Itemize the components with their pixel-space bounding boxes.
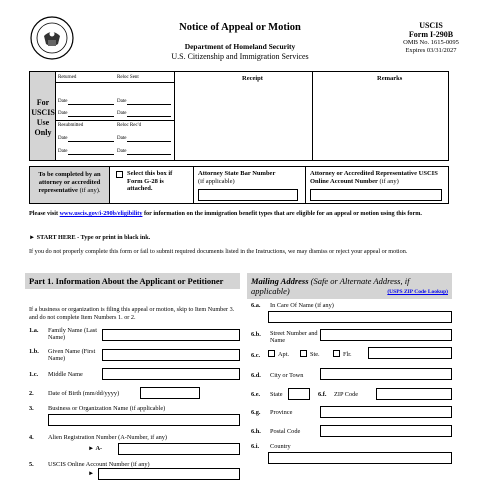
- country-input[interactable]: [268, 452, 452, 464]
- street-label: Street Number and Name: [270, 330, 318, 344]
- given-name-input[interactable]: [102, 349, 240, 361]
- g28-checkbox-label: Select this box if Form G-28 is attached.: [127, 170, 173, 192]
- expiration-date: Expires 03/31/2027: [405, 47, 457, 54]
- omb-number: OMB No. 1615-0095: [403, 39, 459, 46]
- g28-checkbox[interactable]: [116, 171, 123, 178]
- start-here-note: ► START HERE - Type or print in black ink.: [29, 234, 151, 241]
- arrow-icon: ►: [88, 470, 95, 477]
- eligibility-link[interactable]: www.uscis.gov/i-290b/eligibility: [59, 210, 143, 217]
- agency-name: U.S. Citizenship and Immigration Services: [171, 52, 309, 61]
- bar-number-sublabel: (if applicable): [198, 178, 235, 185]
- attorney-section-label: To be completed by an attorney or accredited representative (if any).: [30, 167, 110, 203]
- eligibility-note: Please visit www.uscis.gov/i-290b/eligibility for information on the immigration benefit types that are eligible for an appeal or motion using this form.: [29, 210, 422, 217]
- middle-name-input[interactable]: [102, 368, 240, 380]
- attorney-section: [29, 166, 449, 204]
- zip-label: ZIP Code: [334, 391, 359, 398]
- apt-label: Apt.: [278, 351, 290, 358]
- online-account-number-input[interactable]: [98, 468, 240, 480]
- dhs-seal-logo: [30, 16, 74, 60]
- form-number: Form I-290B: [408, 30, 454, 39]
- apt-checkbox[interactable]: [268, 350, 275, 357]
- receipt-header: Receipt: [242, 75, 263, 82]
- warning-note: If you do not properly complete this form or fail to submit required documents listed in the Instructions, we may dismiss or reject your appeal or motion.: [29, 248, 408, 255]
- family-name-input[interactable]: [102, 329, 240, 341]
- zip-input[interactable]: [376, 388, 452, 400]
- anumber-input[interactable]: [118, 443, 240, 455]
- anumber-prefix: ► A-: [88, 445, 103, 452]
- zip-lookup-link[interactable]: (USPS ZIP Code Lookup): [387, 289, 448, 295]
- department-name: Department of Homeland Security: [184, 42, 296, 51]
- online-account-number-label: USCIS Online Account Number (if any): [48, 461, 150, 468]
- anumber-label: Alien Registration Number (A-Number, if any): [48, 434, 168, 441]
- business-name-label: Business or Organization Name (if applicable): [48, 405, 166, 412]
- uscis-use-only-box: For USCIS Use Only Receipt Remarks Returned Reloc Sent Date Date Date Date Resubmitted Reloc Rec'd Date Date Date Date: [29, 71, 449, 161]
- in-care-of-input[interactable]: [268, 311, 452, 323]
- business-name-input[interactable]: [48, 414, 240, 426]
- postal-code-input[interactable]: [320, 425, 452, 437]
- mailing-address-header: Mailing Address (Safe or Alternate Address, if applicable) (USPS ZIP Code Lookup): [247, 273, 452, 299]
- apt-number-input[interactable]: [368, 347, 452, 359]
- flr-label: Flr.: [343, 351, 352, 358]
- form-id-block: [386, 21, 476, 55]
- family-name-label: Family Name (Last Name): [48, 327, 97, 341]
- ste-checkbox[interactable]: [300, 350, 307, 357]
- form-agency: USCIS: [419, 21, 443, 30]
- remarks-header: Remarks: [377, 75, 403, 82]
- online-account-label: Attorney or Accredited Representative USCIS Online Account Number (if any): [310, 170, 438, 185]
- flr-checkbox[interactable]: [333, 350, 340, 357]
- city-label: City or Town: [270, 372, 304, 379]
- dob-input[interactable]: [140, 387, 200, 399]
- middle-name-label: Middle Name: [48, 371, 83, 378]
- in-care-of-label: In Care Of Name (if any): [270, 302, 334, 309]
- city-input[interactable]: [320, 368, 452, 380]
- state-label: State: [270, 391, 283, 398]
- online-account-input[interactable]: [310, 189, 442, 201]
- form-title: Notice of Appeal or Motion: [179, 22, 301, 33]
- part1-instruction: If a business or organization is filing this appeal or motion, skip to Item Number 3. and do not complete Item Numbers 1. or 2.: [29, 306, 235, 321]
- bar-number-input[interactable]: [198, 189, 298, 201]
- bar-number-label: Attorney State Bar Number: [198, 170, 276, 177]
- uscis-use-only-label: For USCIS Use Only: [30, 72, 56, 160]
- part1-header: Part 1. Information About the Applicant or Petitioner: [25, 273, 240, 289]
- given-name-label: Given Name (First Name): [48, 348, 96, 362]
- street-input[interactable]: [320, 329, 452, 341]
- province-input[interactable]: [320, 406, 452, 418]
- country-label: Country: [270, 443, 291, 450]
- province-label: Province: [270, 409, 293, 416]
- dob-label: Date of Birth (mm/dd/yyyy): [48, 390, 120, 397]
- ste-label: Ste.: [310, 351, 320, 358]
- state-select[interactable]: [288, 388, 310, 400]
- postal-code-label: Postal Code: [270, 428, 301, 435]
